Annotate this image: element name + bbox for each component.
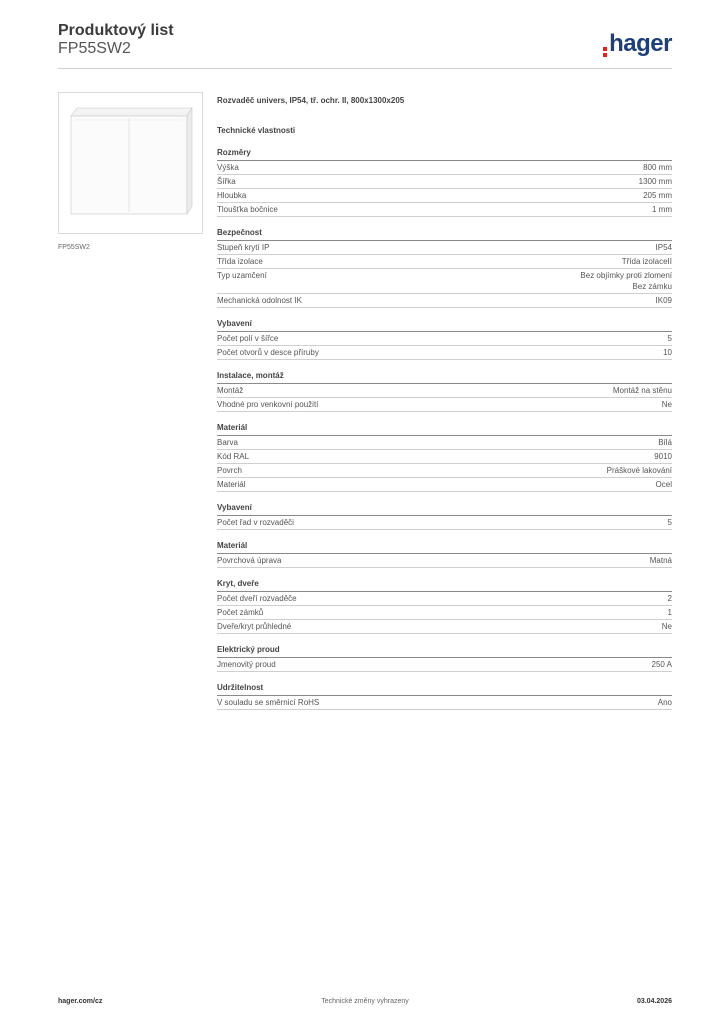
spec-value [668,517,672,528]
spec-label: Barva [217,438,238,447]
spec-row [217,161,672,175]
spec-row [217,398,672,412]
spec-sections [217,147,672,710]
spec-value-line: 10 [663,348,672,357]
spec-row [217,620,672,634]
footer-date: 03.04.2026 [636,998,672,1005]
spec-value-line: 205 mm [643,191,672,200]
section-title: Bezpečnost [217,227,672,241]
spec-row [217,464,672,478]
spec-row [217,606,672,620]
spec-label: Montáž [217,386,244,395]
section-title: Rozměry [217,147,672,161]
spec-value-line: Třída izolaceII [621,257,672,266]
spec-value-line: IP54 [655,243,672,252]
spec-section [217,370,672,412]
spec-section [217,644,672,672]
spec-value-line: 2 [667,594,672,603]
tech-properties-heading: Technické vlastnosti [217,126,296,135]
spec-section [217,682,672,710]
spec-section [217,147,672,217]
spec-label: Kód RAL [217,452,250,461]
spec-value-line: 250 A [651,660,672,669]
spec-row [217,478,672,492]
spec-row [217,175,672,189]
spec-row [217,592,672,606]
spec-value [654,451,672,462]
spec-section [217,502,672,530]
spec-value [650,555,672,566]
section-title: Elektrický proud [217,644,672,658]
spec-value-line: Matná [649,556,672,565]
section-title: Kryt, dveře [217,578,672,592]
logo-text: hager [609,30,672,57]
spec-section [217,227,672,308]
spec-value [639,176,672,187]
footer-notice: Technické změny vyhrazeny [321,998,409,1005]
spec-label: Jmenovitý proud [217,660,276,669]
section-title: Udržitelnost [217,682,672,696]
spec-row [217,450,672,464]
spec-section [217,422,672,492]
product-description: Rozvaděč univers, IP54, tř. ochr. II, 800x1300x205 [217,96,405,105]
footer-website: hager.com/cz [58,998,103,1005]
spec-value [662,621,672,632]
page-title: Produktový list [58,22,174,39]
spec-value-line: 800 mm [643,163,672,172]
spec-row [217,203,672,217]
spec-value [658,437,672,448]
spec-value-line: Ocel [655,480,672,489]
spec-row [217,384,672,398]
spec-label: Materiál [217,480,246,489]
spec-label: Vhodné pro venkovní použití [217,400,319,409]
spec-value-line: Ne [661,622,672,631]
header-divider [58,68,672,69]
spec-value [580,270,672,292]
spec-value [668,593,672,604]
spec-value-line: Práškové lakování [606,466,672,475]
spec-value-line: Montáž na stěnu [612,386,672,395]
spec-value [662,399,672,410]
spec-section [217,578,672,634]
spec-value [656,295,672,306]
spec-row [217,241,672,255]
spec-value-line: 1 [667,608,672,617]
spec-value-line: 9010 [654,452,672,461]
spec-label: Počet dveří rozvaděče [217,594,297,603]
spec-value [663,347,672,358]
spec-value [607,465,672,476]
spec-label: Třída izolace [217,257,263,266]
spec-value [613,385,672,396]
image-caption: FP55SW2 [58,244,90,251]
cabinet-illustration-icon [67,106,194,216]
spec-value-line: IK09 [655,296,672,305]
spec-value [656,242,672,253]
spec-label: Tloušťka bočnice [217,205,278,214]
logo-dots-icon [603,46,607,58]
spec-value [622,256,672,267]
spec-value-line: 5 [667,518,672,527]
spec-label: Počet zámků [217,608,264,617]
spec-value [643,190,672,201]
hager-logo [603,30,672,58]
spec-label: Povrch [217,466,242,475]
spec-label: Hloubka [217,191,247,200]
spec-value [668,333,672,344]
spec-value-line: 5 [667,334,672,343]
spec-value [643,162,672,173]
section-title: Materiál [217,422,672,436]
product-code: FP55SW2 [58,40,131,57]
spec-row [217,189,672,203]
section-title: Vybavení [217,502,672,516]
section-title: Instalace, montáž [217,370,672,384]
spec-label: Dveře/kryt průhledné [217,622,292,631]
spec-section [217,540,672,568]
spec-value-line: Ano [657,698,672,707]
spec-row [217,346,672,360]
spec-label: Typ uzamčení [217,271,267,280]
spec-sheet [217,94,672,710]
section-title: Materiál [217,540,672,554]
spec-row [217,696,672,710]
spec-value [652,204,672,215]
spec-value-line: 1300 mm [638,177,672,186]
spec-label: V souladu se směrnicí RoHS [217,698,320,707]
spec-label: Počet polí v šířce [217,334,279,343]
spec-value-line: Bez objímky proti zlomení [580,271,672,280]
spec-row [217,332,672,346]
spec-label: Počet řad v rozvaděči [217,518,294,527]
spec-value-line: Bílá [658,438,672,447]
spec-value-line: Ne [661,400,672,409]
spec-row [217,658,672,672]
spec-row [217,516,672,530]
spec-row [217,554,672,568]
spec-value-line: Bez zámku [632,282,672,291]
section-title: Vybavení [217,318,672,332]
product-image [58,92,203,234]
spec-label: Počet otvorů v desce příruby [217,348,319,357]
spec-row [217,255,672,269]
spec-value [652,659,672,670]
spec-label: Šířka [217,177,236,186]
spec-value [668,607,672,618]
spec-value-line: 1 mm [652,205,672,214]
spec-row [217,294,672,308]
spec-row [217,436,672,450]
spec-value [656,479,672,490]
spec-section [217,318,672,360]
spec-label: Výška [217,163,239,172]
spec-value [658,697,672,708]
spec-label: Povrchová úprava [217,556,282,565]
page-header [58,22,672,58]
spec-label: Stupeň krytí IP [217,243,270,252]
spec-label: Mechanická odolnost IK [217,296,302,305]
spec-row [217,269,672,294]
